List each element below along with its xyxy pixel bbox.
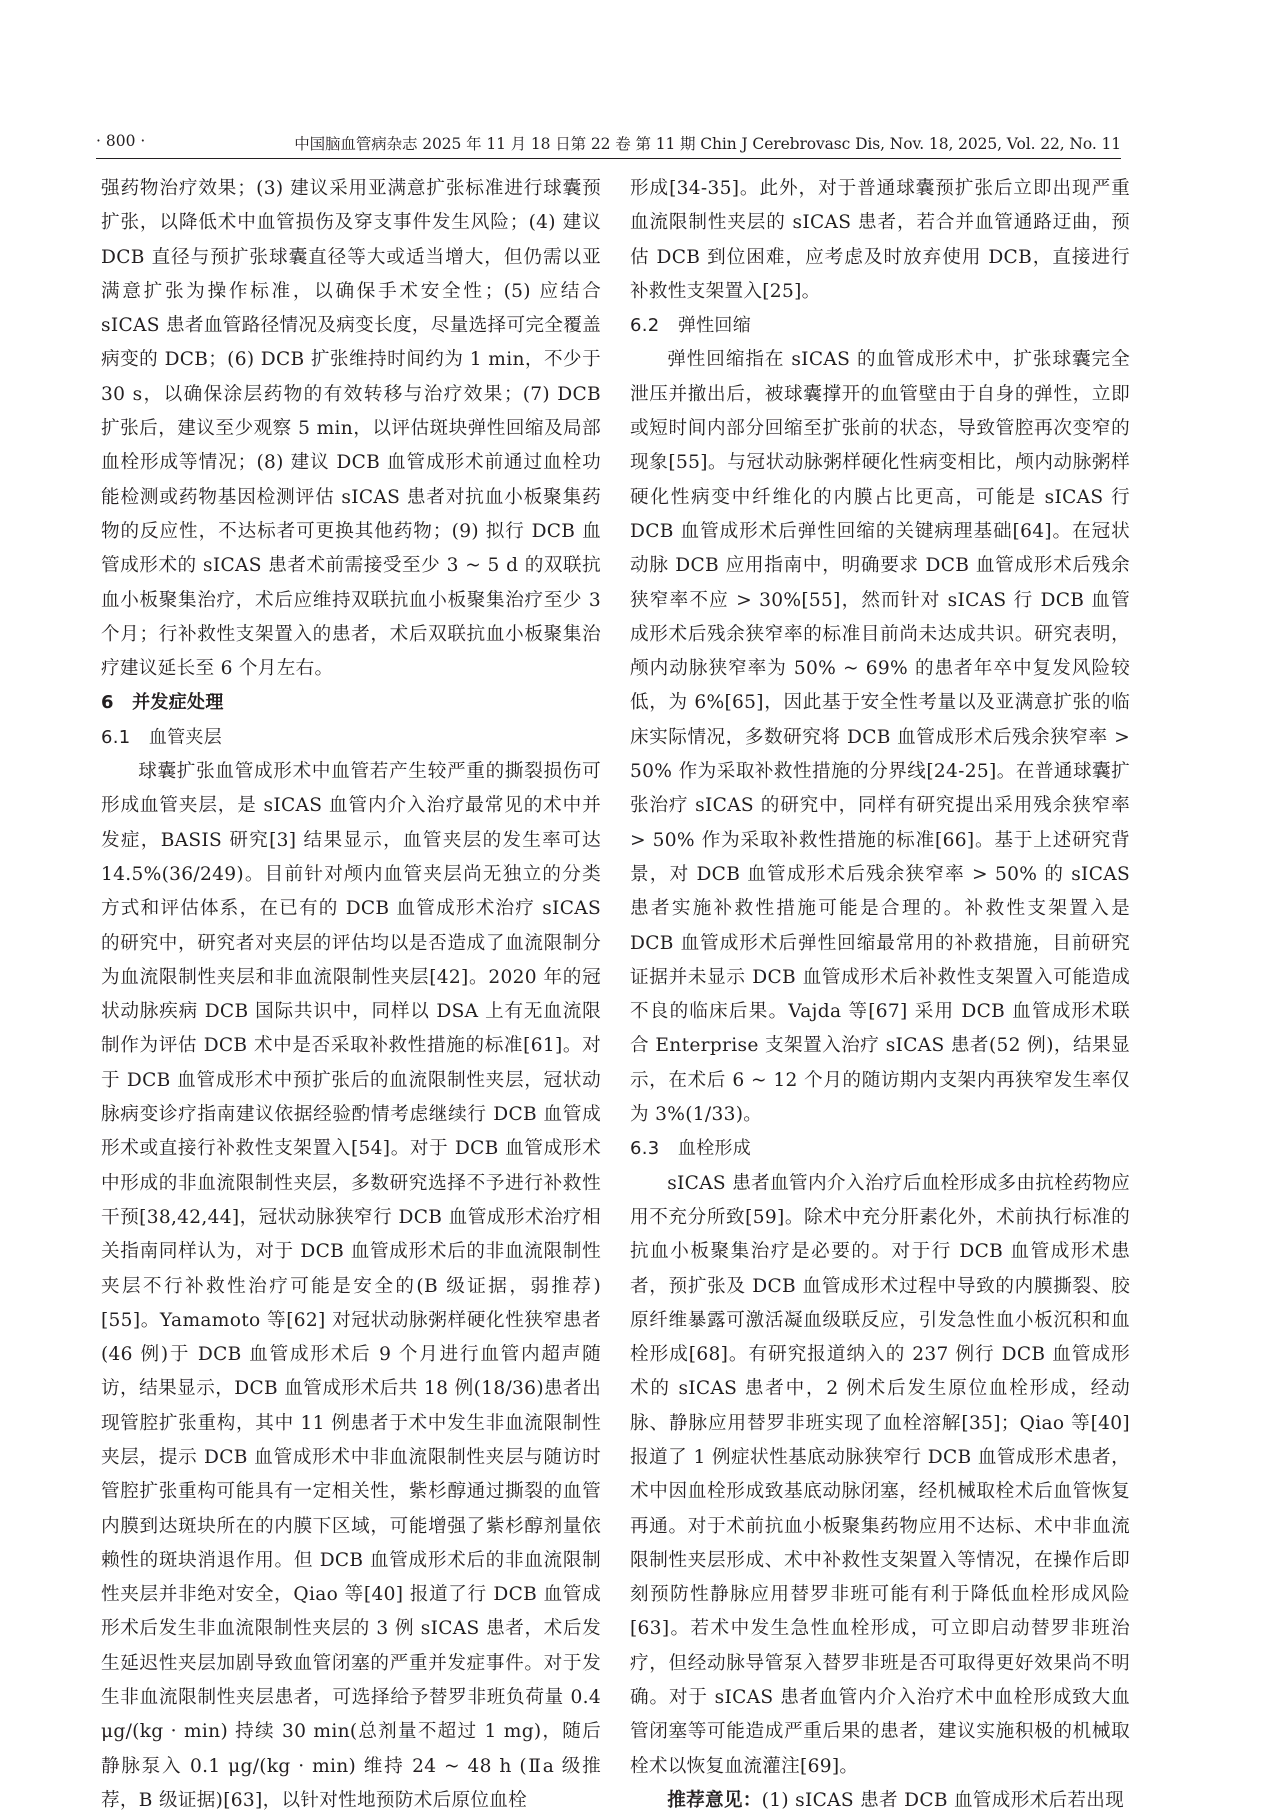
subsection-heading-dissection: 6.1 血管夹层 [101,726,223,748]
section-heading-complications: 6 并发症处理 [101,692,224,714]
subsection-heading-recoil: 6.2 弹性回缩 [630,315,752,337]
recommendation-text: (1) sICAS 患者 DCB 血管成形术后若出现 [761,1789,1125,1811]
subsection-heading-thrombosis: 6.3 血栓形成 [630,1138,752,1160]
paragraph-dissection: 球囊扩张血管成形术中血管若产生较严重的撕裂损伤可形成血管夹层，是 sICAS 血管内介入治疗最常见的术中并发症，BASIS 研究[3] 结果显示，血管夹层的发生率可达 14.5%(36/249)。目前针对颅内血管夹层尚无独立的分类方式和评估体系，在已有的 DCB 血管成形术治疗 sICAS 的研究中，研究者对夹层的评估均以是否造成了血流限制分为血流限制性夹层和非血流限制性夹层[42]。2020 年的冠状动脉疾病 DCB 国际共识中，同样以 DSA 上有无血流限制作为评估 DCB 术中是否采取补救性措施的标准[61]。对于 DCB 血管成形术中预扩张后的血流限制性夹层，冠状动脉病变诊疗指南建议依据经验酌情考虑继续行 DCB 血管成形术或直接行补救性支架置入[54]。对于 DCB 血管成形术中形成的非血流限制性夹层，多数研究选择不予进行补救性干预[38,42,44]，冠状动脉狭窄行 DCB 血管成形术治疗相关指南同样认为，对于 DCB 血管成形术后的非血流限制性夹层不行补救性治疗可能是安全的(B 级证据，弱推荐)[55]。Yamamoto 等[62] 对冠状动脉粥样硬化性狭窄患者(46 例)于 DCB 血管成形术后 9 个月进行血管内超声随访，结果显示，DCB 血管成形术后共 18 例(18/36)患者出现管腔扩张重构，其中 11 例患者于术中发生非血流限制性夹层，提示 DCB 血管成形术中非血流限制性夹层与随访时管腔扩张重构可能具有一定相关性，紫杉醇通过撕裂的血管内膜到达斑块所在的内膜下区域，可能增强了紫杉醇剂量依赖性的斑块消退作用。但 DCB 血管成形术后的非血流限制性夹层并非绝对安全，Qiao 等[40] 报道了行 DCB 血管成形术后发生非血流限制性夹层的 3 例 sICAS 患者，术后发生延迟性夹层加剧导致血管闭塞的严重并发症事件。对于发生非血流限制性夹层患者，可选择给予替罗非班负荷量 0.4 μg/(kg · min) 持续 30 min(总剂量不超过 1 mg)，随后静脉泵入 0.1 μg/(kg · min) 维持 24 ~ 48 h (Ⅱa 级推荐，B 级证据)[63]，以针对性地预防术后原位血栓 [101,761,601,1811]
paragraph-dissection-cont: 形成[34-35]。此外，对于普通球囊预扩张后立即出现严重血流限制性夹层的 sICAS 患者，若合并血管通路迂曲，预估 DCB 到位困难，应考虑及时放弃使用 DCB，直接进行补救性支架置入[25]。 [630,178,1130,302]
paragraph-recommendation [630,1784,1130,1818]
page-number: · 800 · [96,132,146,150]
page-header [96,128,1121,159]
right-column [630,172,1130,1818]
paragraph-recoil: 弹性回缩指在 sICAS 的血管成形术中，扩张球囊完全泄压并撤出后，被球囊撑开的血管壁由于自身的弹性，立即或短时间内部分回缩至扩张前的状态，导致管腔再次变窄的现象[55]。与冠状动脉粥样硬化性病变相比，颅内动脉粥样硬化性病变中纤维化的内膜占比更高，可能是 sICAS 行 DCB 血管成形术后弹性回缩的关键病理基础[64]。在冠状动脉 DCB 应用指南中，明确要求 DCB 血管成形术后残余狭窄率不应 > 30%[55]，然而针对 sICAS 行 DCB 血管成形术后残余狭窄率的标准目前尚未达成共识。研究表明，颅内动脉狭窄率为 50% ~ 69% 的患者年卒中复发风险较低，为 6%[65]，因此基于安全性考量以及亚满意扩张的临床实际情况，多数研究将 DCB 血管成形术后残余狭窄率 > 50% 作为采取补救性措施的分界线[24-25]。在普通球囊扩张治疗 sICAS 的研究中，同样有研究提出采用残余狭窄率 > 50% 作为采取补救性措施的标准[66]。基于上述研究背景，对 DCB 血管成形术后残余狭窄率 > 50% 的 sICAS 患者实施补救性措施可能是合理的。补救性支架置入是 DCB 血管成形术后弹性回缩最常用的补救措施，目前研究证据并未显示 DCB 血管成形术后补救性支架置入可能造成不良的临床后果。Vajda 等[67] 采用 DCB 血管成形术联合 Enterprise 支架置入治疗 sICAS 患者(52 例)，结果显示，在术后 6 ~ 12 个月的随访期内支架内再狭窄发生率仅为 3%(1/33)。 [630,349,1130,1126]
paragraph-recommendations-cont: 强药物治疗效果；(3) 建议采用亚满意扩张标准进行球囊预扩张，以降低术中血管损伤及穿支事件发生风险；(4) 建议 DCB 直径与预扩张球囊直径等大或适当增大，但仍需以亚满意扩张为操作标准，以确保手术安全性；(5) 应结合 sICAS 患者血管路径情况及病变长度，尽量选择可完全覆盖病变的 DCB；(6) DCB 扩张维持时间约为 1 min，不少于 30 s，以确保涂层药物的有效转移与治疗效果；(7) DCB 扩张后，建议至少观察 5 min，以评估斑块弹性回缩及局部血栓形成等情况；(8) 建议 DCB 血管成形术前通过血栓功能检测或药物基因检测评估 sICAS 患者对抗血小板聚集药物的反应性，不达标者可更换其他药物；(9) 拟行 DCB 血管成形术的 sICAS 患者术前需接受至少 3 ~ 5 d 的双联抗血小板聚集治疗，术后应维持双联抗血小板聚集治疗至少 3 个月；行补救性支架置入的患者，术后双联抗血小板聚集治疗建议延长至 6 个月左右。 [101,178,601,680]
left-column [101,172,601,1818]
journal-citation: 中国脑血管病杂志 2025 年 11 月 18 日第 22 卷 第 11 期 Chin J Cerebrovasc Dis, Nov. 18, 2025, Vol. 22, No. 11 [294,135,1121,153]
paragraph-thrombosis: sICAS 患者血管内介入治疗后血栓形成多由抗栓药物应用不充分所致[59]。除术中充分肝素化外，术前执行标准的抗血小板聚集治疗是必要的。对于行 DCB 血管成形术患者，预扩张及 DCB 血管成形术过程中导致的内膜撕裂、胶原纤维暴露可激活凝血级联反应，引发急性血小板沉积和血栓形成[68]。有研究报道纳入的 237 例行 DCB 血管成形术的 sICAS 患者中，2 例术后发生原位血栓形成，经动脉、静脉应用替罗非班实现了血栓溶解[35]；Qiao 等[40] 报道了 1 例症状性基底动脉狭窄行 DCB 血管成形术患者，术中因血栓形成致基底动脉闭塞，经机械取栓术后血管恢复再通。对于术前抗血小板聚集药物应用不达标、术中非血流限制性夹层形成、术中补救性支架置入等情况，在操作后即刻预防性静脉应用替罗非班可能有利于降低血栓形成风险[63]。若术中发生急性血栓形成，可立即启动替罗非班治疗，但经动脉导管泵入替罗非班是否可取得更好效果尚不明确。对于 sICAS 患者血管内介入治疗术中血栓形成致大血管闭塞等可能造成严重后果的患者，建议实施积极的机械取栓术以恢复血流灌注[69]。 [630,1172,1130,1777]
recommendation-label: 推荐意见： [667,1789,762,1811]
